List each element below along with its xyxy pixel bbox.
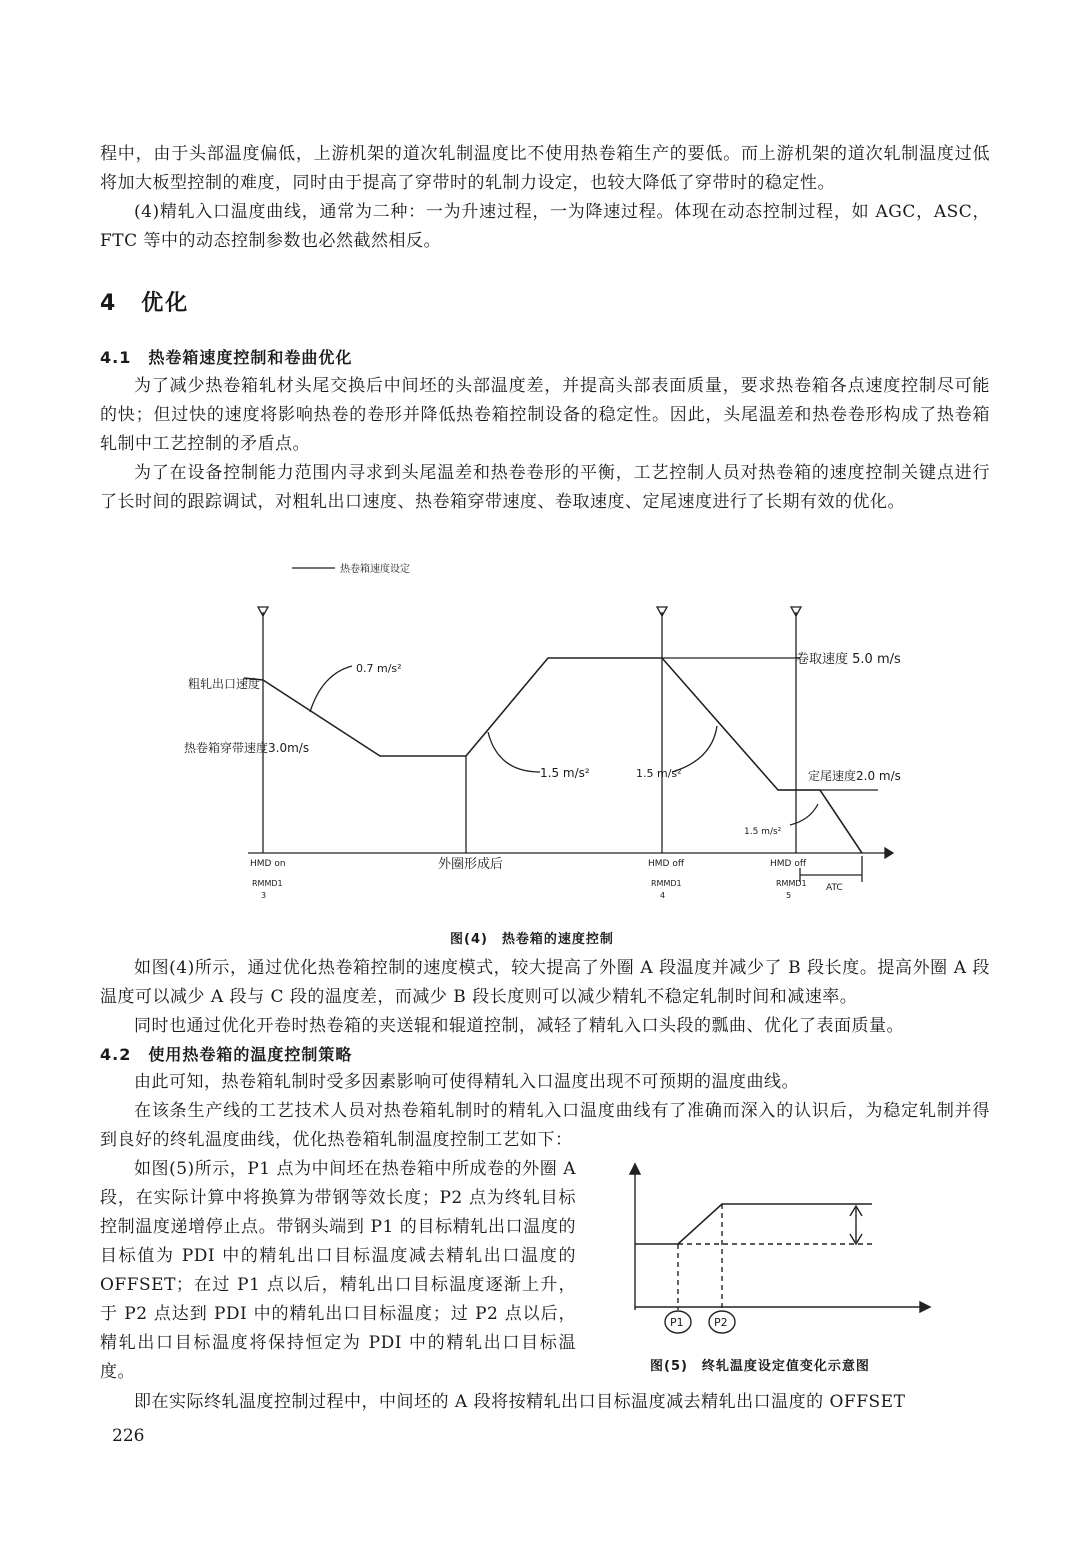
section-4-2-heading: 4.2 使用热卷箱的温度控制策略	[100, 1045, 353, 1064]
paragraph-2: (4)精轧入口温度曲线，通常为二种：一为升速过程，一为降速过程。体现在动态控制过程，如 AGC，ASC，FTC 等中的动态控制参数也必然截然相反。	[100, 202, 990, 251]
marker-num-3: 3	[261, 891, 267, 900]
atc-label: ATC	[826, 883, 843, 893]
outer-ring-label: 外圈形成后	[438, 857, 504, 872]
y-axis-arrow	[630, 1164, 640, 1174]
rmmd-label-3: RMMD1	[776, 879, 807, 888]
hmd-off-label-1: HMD off	[648, 859, 685, 869]
accel-15b-arrow	[672, 726, 717, 772]
section-4-1-heading: 4.1 热卷箱速度控制和卷曲优化	[100, 348, 353, 367]
paragraph-7: 由此可知，热卷箱轧制时受多因素影响可使得精轧入口温度出现不可预期的温度曲线。	[134, 1072, 799, 1092]
legend-label: 热卷箱速度设定	[340, 564, 410, 575]
paragraph-6: 同时也通过优化开卷时热卷箱的夹送辊和辊道控制，减轻了精轧入口头段的瓢曲、优化了表面质量。	[134, 1016, 904, 1036]
figure-4-caption: 图(4) 热卷箱的速度控制	[450, 932, 614, 947]
paragraph-9: 如图(5)所示，P1 点为中间坯在热卷箱中所成卷的外圈 A 段，在实际计算中将换算为带钢等效长度；P2 点为终轧目标控制温度递增停止点。带钢头端到 P1 的目标精轧出口温度的目标值为 PDI 中的精轧出口目标温度减去精轧出口温度的 OFFSET；在过 P1 点以后，精轧出口目标温度逐渐上升，于 P2 点达到 PDI 中的精轧出口目标温度；过 P2 点以后，精轧出口目标温度将保持恒定为 PDI 中的精轧出口目标温度。	[100, 1159, 576, 1382]
accel-07-label: 0.7 m/s²	[356, 662, 402, 675]
figure-5-temperature-chart	[610, 1160, 930, 1360]
marker-num-5: 5	[786, 891, 792, 900]
section-4-heading: 4 优化	[100, 291, 190, 316]
x-axis-arrow	[885, 848, 893, 858]
speed-curve	[244, 658, 862, 853]
tail-speed-label: 定尾速度2.0 m/s	[808, 769, 901, 783]
rmmd-label-1: RMMD1	[252, 879, 283, 888]
page-number: 226	[112, 1426, 145, 1446]
p1-label: P1	[670, 1316, 684, 1329]
marker-num-4: 4	[660, 891, 666, 900]
accel-15c-arrow	[790, 804, 818, 825]
hmd-on-label: HMD on	[250, 859, 286, 869]
accel-15a-label: 1.5 m/s²	[540, 766, 590, 780]
threading-label: 热卷箱穿带速度3.0m/s	[184, 741, 310, 755]
p2-label: P2	[714, 1316, 728, 1329]
accel-15c-label: 1.5 m/s²	[744, 827, 782, 837]
paragraph-3: 为了减少热卷箱轧材头尾交换后中间坯的头部温度差，并提高头部表面质量，要求热卷箱各点速度控制尽可能的快；但过快的速度将影响热卷的卷形并降低热卷箱控制设备的稳定性。因此，头尾温差和热卷卷形构成了热卷箱轧制中工艺控制的矛盾点。	[100, 376, 990, 454]
accel-07-arrow	[310, 666, 352, 712]
temperature-curve	[635, 1204, 872, 1244]
hmd-off-label-2: HMD off	[770, 859, 807, 869]
coiling-speed-label: 卷取速度 5.0 m/s	[796, 652, 901, 667]
x-axis-arrow	[920, 1302, 930, 1312]
figure-4-speed-chart	[0, 550, 1080, 950]
paragraph-4: 为了在设备控制能力范围内寻求到头尾温差和热卷卷形的平衡，工艺控制人员对热卷箱的速度控制关键点进行了长时间的跟踪调试，对粗轧出口速度、热卷箱穿带速度、卷取速度、定尾速度进行了长期有效的优化。	[100, 463, 990, 512]
paragraph-5: 如图(4)所示，通过优化热卷箱控制的速度模式，较大提高了外圈 A 段温度并减少了 B 段长度。提高外圈 A 段温度可以减少 A 段与 C 段的温度差，而减少 B 段长度则可以减少精轧不稳定轧制时间和减速率。	[100, 958, 990, 1007]
paragraph-10: 即在实际终轧温度控制过程中，中间坯的 A 段将按精轧出口目标温度减去精轧出口温度的 OFFSET	[134, 1392, 906, 1412]
paragraph-8: 在该条生产线的工艺技术人员对热卷箱轧制时的精轧入口温度曲线有了准确而深入的认识后，为稳定轧制并得到良好的终轧温度曲线，优化热卷箱轧制温度控制工艺如下：	[100, 1101, 990, 1150]
accel-15b-label: 1.5 m/s²	[636, 767, 682, 780]
accel-15a-arrow	[488, 732, 540, 772]
paragraph-1: 程中，由于头部温度偏低，上游机架的道次轧制温度比不使用热卷箱生产的要低。而上游机架的道次轧制温度过低将加大板型控制的难度，同时由于提高了穿带时的轧制力设定，也较大降低了穿带时的稳定性。	[100, 144, 990, 193]
rmmd-label-2: RMMD1	[651, 879, 682, 888]
figure-5-caption: 图(5) 终轧温度设定值变化示意图	[650, 1359, 870, 1374]
roughing-exit-label: 粗轧出口速度	[188, 677, 261, 691]
